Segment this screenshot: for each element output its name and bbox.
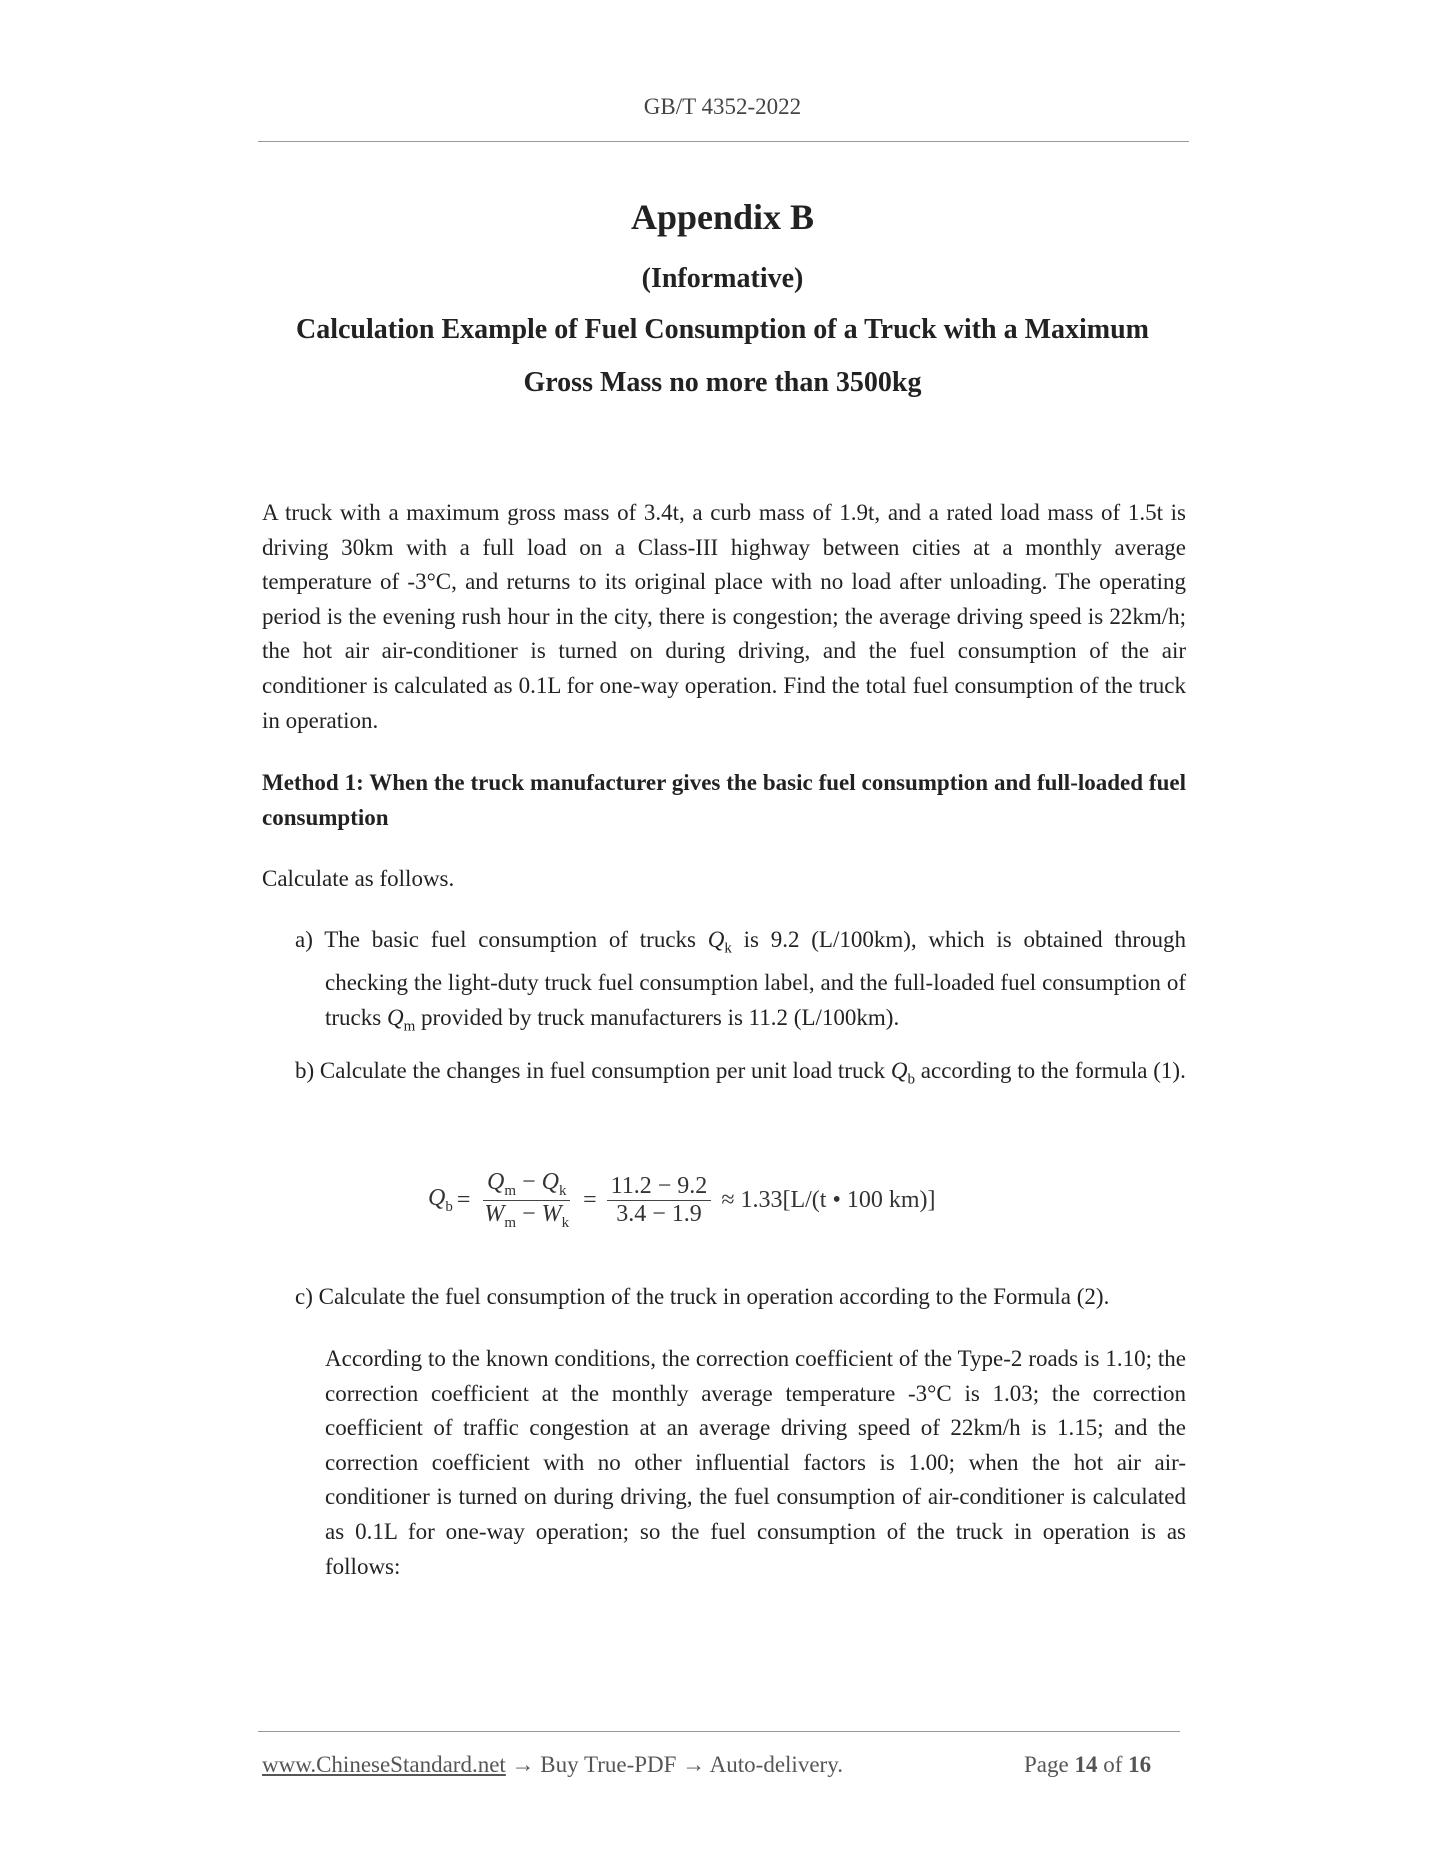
item-c: c) Calculate the fuel consumption of the truck in operation according to the Formula (2). [295, 1284, 1110, 1309]
item-a: a) The basic fuel consumption of trucks $Q_k$ is 9.2 (L/100km), which is obtained through checking the light-duty truck fuel consumption label, and the full-loaded fuel consumption of trucks $Q_m$ provided by truck manufacturers is 11.2 (L/100km). [295, 927, 1186, 1035]
numeric-fraction: $\frac{11.2 - 9.2}{3.4 - 1.9}$ [607, 1173, 712, 1228]
intro-paragraph: A truck with a maximum gross mass of 3.4t, a curb mass of 1.9t, and a rated load mass of 1.5t is driving 30km with a full load on a Class-III highway between cities at a monthly average temperature of -3°C, and returns to its original place with no load after unloading. The operating period is the evening rush hour in the city, there is congestion; the average driving speed is 22km/h; the hot air air-conditioner is turned on during driving, and the fuel consumption of the air conditioner is calculated as 0.1L for one-way operation. Find the total fuel consumption of the truck in operation. [262, 500, 1186, 733]
symbolic-fraction: $\frac{Q_m - Q_k}{W_m - W_k}$ [484, 1168, 570, 1231]
page-number: Page 14 of 16 [1024, 1752, 1152, 1777]
formula-1: $Q_b$ = $\frac{Q_m - Q_k}{W_m - W_k}$ = $\frac{11.2 - 9.2}{3.4 - 1.9}$ ≈ 1.33[L/(t • 100 km)] [428, 1168, 936, 1231]
formula-result: ≈ 1.33[L/(t • 100 km)] [721, 1186, 936, 1213]
calc-intro: Calculate as follows. [262, 866, 455, 891]
appendix-subtitle: (Informative) [641, 263, 804, 294]
heading-line-1: Calculation Example of Fuel Consumption of a Truck with a Maximum [295, 314, 1149, 345]
heading-line-2: Gross Mass no more than 3500kg [523, 367, 922, 398]
item-b: b) Calculate the changes in fuel consumption per unit load truck $Q_b$ according to the formula (1). [295, 1058, 1186, 1088]
header-rule [258, 141, 1189, 142]
item-c-paragraph: According to the known conditions, the correction coefficient of the Type-2 roads is 1.10; the correction coefficient at the monthly average temperature -3°C is 1.03; the correction coefficient of traffic congestion at an average driving speed of 22km/h is 1.15; and the correction coefficient with no other influential factors is 1.00; when the hot air air-conditioner is turned on during driving, the fuel consumption of air-conditioner is calculated as 0.1L for one-way operation; so the fuel consumption of the truck in operation is as follows: [325, 1346, 1186, 1579]
website-link[interactable]: www.ChineseStandard.net [262, 1752, 506, 1777]
footer-left: www.ChineseStandard.net → Buy True-PDF → Auto-delivery. [262, 1752, 843, 1777]
footer-rule [258, 1731, 1180, 1732]
method-1-heading: Method 1: When the truck manufacturer gives the basic fuel consumption and full-loaded fuel consumption [262, 770, 1186, 830]
running-header: GB/T 4352-2022 [643, 94, 802, 119]
appendix-title: Appendix B [630, 197, 815, 237]
